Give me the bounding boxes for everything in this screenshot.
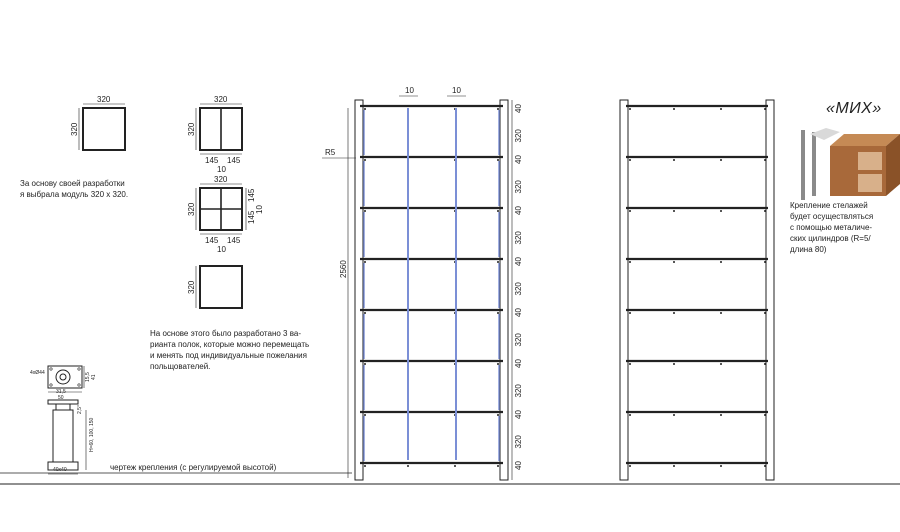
bolt-dot (720, 312, 722, 314)
rack-side-dim: 320 (514, 333, 523, 347)
mount-caption: чертеж крепления (с регулируемой высотой) (110, 463, 277, 472)
mount-dim-4: 41 (91, 374, 97, 380)
mount-plate-label: 4хØ44 (30, 370, 45, 376)
module-inset (196, 266, 242, 308)
rack-radius-label: R5 (325, 148, 336, 157)
bolt-dot (764, 363, 766, 365)
m4-side-dim: 320 (187, 280, 196, 294)
rack-side-dim: 40 (514, 461, 523, 470)
bolt-dot (364, 414, 366, 416)
rack-side-dim: 320 (514, 435, 523, 449)
module-plain (79, 104, 125, 150)
bolt-dot (764, 414, 766, 416)
rack-side-dim: 320 (514, 384, 523, 398)
bolt-dot (673, 465, 675, 467)
m2-bottom-dim-2: 145 (227, 156, 241, 165)
rack-back (620, 100, 774, 480)
rack-side-dim: 40 (514, 155, 523, 164)
bolt-dot (364, 210, 366, 212)
bolt-dot (720, 261, 722, 263)
bolt-dot (673, 363, 675, 365)
m2-bottom-dim-1: 145 (205, 156, 219, 165)
bolt-dot (764, 159, 766, 161)
rack-side-dim: 40 (514, 257, 523, 266)
m2-top-dim: 320 (214, 95, 228, 104)
bolt-dot (629, 108, 631, 110)
bolt-dot (364, 465, 366, 467)
bolt-dot (629, 159, 631, 161)
m3-right-gap: 10 (255, 205, 264, 214)
bolt-dot (629, 261, 631, 263)
mount-dim-3: 15,5 (85, 372, 91, 382)
m3-top-dim: 320 (214, 175, 228, 184)
bolt-dot (497, 159, 499, 161)
bolt-dot (364, 159, 366, 161)
bolt-dot (497, 210, 499, 212)
m3-side-dim: 320 (187, 202, 196, 216)
mount-drawing (48, 366, 86, 474)
bolt-dot (764, 312, 766, 314)
bolt-dot (720, 210, 722, 212)
bolt-dot (720, 414, 722, 416)
mount-dim-2: 50 (58, 395, 64, 401)
bolt-dot (720, 108, 722, 110)
mount-base: 40х40 (53, 467, 67, 473)
m3-gap-dim: 10 (217, 245, 226, 254)
bolt-dot (497, 312, 499, 314)
m2-side-dim: 320 (187, 122, 196, 136)
bolt-dot (629, 210, 631, 212)
bolt-dot (673, 414, 675, 416)
bolt-dot (764, 261, 766, 263)
m3-right-dim-2: 145 (247, 210, 256, 224)
variants-text: На основе этого было разработано 3 ва- рианта полок, которые можно перемещать и менять под индивидуальные пожелания польщователей. (150, 329, 310, 371)
bolt-dot (764, 108, 766, 110)
rack-side-dim: 320 (514, 231, 523, 245)
bolt-dot (364, 108, 366, 110)
bolt-dot (629, 465, 631, 467)
rack-side-dim: 40 (514, 410, 523, 419)
bolt-dot (497, 414, 499, 416)
cube-illustration (801, 128, 900, 200)
rack-side-dim: 40 (514, 359, 523, 368)
bolt-dot (673, 108, 675, 110)
bolt-dot (673, 210, 675, 212)
mount-height-range: H=60, 100, 150 (89, 417, 95, 452)
bolt-dot (364, 261, 366, 263)
mount-dim-1: 31,5 (56, 389, 66, 395)
bolt-dot (720, 363, 722, 365)
bolt-dot (364, 312, 366, 314)
brand-title: «МИХ» (826, 100, 882, 117)
m1-top-dim: 320 (97, 95, 111, 104)
bolt-dot (629, 363, 631, 365)
rack-side-dim: 40 (514, 206, 523, 215)
m2-gap-dim: 10 (217, 165, 226, 174)
m3-right-dim-1: 145 (247, 188, 256, 202)
bolt-dot (497, 363, 499, 365)
bolt-dot (764, 210, 766, 212)
rack-side-dim: 320 (514, 282, 523, 296)
bolt-dot (673, 159, 675, 161)
m3-bottom-dim-1: 145 (205, 236, 219, 245)
rack-side-dim: 320 (514, 129, 523, 143)
rack-front (322, 96, 512, 480)
rack-height-label: 2560 (339, 260, 348, 278)
module-quad-split (196, 184, 246, 234)
bolt-dot (454, 465, 456, 467)
bolt-dot (764, 465, 766, 467)
m3-bottom-dim-2: 145 (227, 236, 241, 245)
bolt-dot (720, 465, 722, 467)
bolt-dot (629, 414, 631, 416)
bolt-dot (673, 312, 675, 314)
bolt-dot (673, 261, 675, 263)
rack-side-dim: 320 (514, 180, 523, 194)
bolt-dot (364, 363, 366, 365)
rack-top-dim-2: 10 (452, 86, 461, 95)
bolt-dot (497, 465, 499, 467)
mount-angle: 2,5° (77, 405, 83, 414)
bolt-dot (407, 465, 409, 467)
intro-text: За основу своей разработки я выбрала модуль 320 х 320. (20, 179, 129, 199)
m1-side-dim: 320 (70, 122, 79, 136)
module-vertical-split (196, 104, 242, 154)
bolt-dot (497, 261, 499, 263)
bolt-dot (629, 312, 631, 314)
rack-side-dim: 40 (514, 308, 523, 317)
rack-side-dim: 40 (514, 104, 523, 113)
fastening-text: Крепление стелажей будет осуществляться с помощью металиче- ских цилиндров (R=5/ длина 80) (790, 201, 874, 254)
rack-top-dim-1: 10 (405, 86, 414, 95)
bolt-dot (720, 159, 722, 161)
bolt-dot (497, 108, 499, 110)
